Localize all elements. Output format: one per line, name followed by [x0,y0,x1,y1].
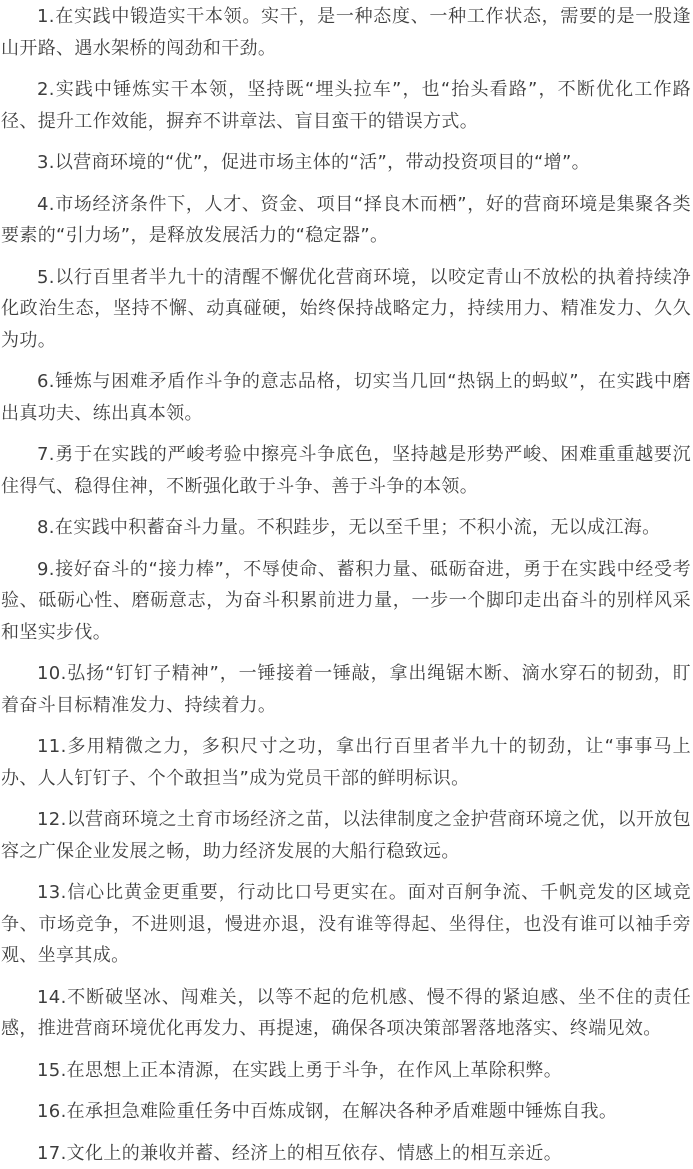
paragraph-4: 4.市场经济条件下，人才、资金、项目“择良木而栖”，好的营商环境是集聚各类要素的“引力场”，是释放发展活力的“稳定器”。 [1,189,691,252]
paragraph-3: 3.以营商环境的“优”，促进市场主体的“活”，带动投资项目的“增”。 [1,147,691,179]
paragraph-17: 17.文化上的兼收并蓄、经济上的相互依存、情感上的相互亲近。 [1,1138,691,1169]
paragraph-15: 15.在思想上正本清源，在实践上勇于斗争，在作风上革除积弊。 [1,1055,691,1087]
paragraph-5: 5.以行百里者半九十的清醒不懈优化营商环境，以咬定青山不放松的执着持续净化政治生态，坚持不懈、动真碰硬，始终保持战略定力，持续用力、精准发力、久久为功。 [1,262,691,357]
paragraph-11: 11.多用精微之力，多积尺寸之功，拿出行百里者半九十的韧劲，让“事事马上办、人人钉钉子、个个敢担当”成为党员干部的鲜明标识。 [1,731,691,794]
paragraph-10: 10.弘扬“钉钉子精神”，一锤接着一锤敲，拿出绳锯木断、滴水穿石的韧劲，盯着奋斗目标精准发力、持续着力。 [1,658,691,721]
paragraph-9: 9.接好奋斗的“接力棒”，不辱使命、蓄积力量、砥砺奋进，勇于在实践中经受考验、砥砺心性、磨砺意志，为奋斗积累前进力量，一步一个脚印走出奋斗的别样风采和坚实步伐。 [1,554,691,649]
paragraph-1: 1.在实践中锻造实干本领。实干，是一种态度、一种工作状态，需要的是一股逢山开路、遇水架桥的闯劲和干劲。 [1,1,691,64]
paragraph-8: 8.在实践中积蓄奋斗力量。不积跬步，无以至千里；不积小流，无以成江海。 [1,512,691,544]
paragraph-13: 13.信心比黄金更重要，行动比口号更实在。面对百舸争流、千帆竞发的区域竞争、市场竞争，不进则退，慢进亦退，没有谁等得起、坐得住，也没有谁可以袖手旁观、坐享其成。 [1,877,691,972]
paragraph-6: 6.锤炼与困难矛盾作斗争的意志品格，切实当几回“热锅上的蚂蚁”，在实践中磨出真功夫、练出真本领。 [1,366,691,429]
paragraph-16: 16.在承担急难险重任务中百炼成钢，在解决各种矛盾难题中锤炼自我。 [1,1096,691,1128]
paragraph-12: 12.以营商环境之土育市场经济之苗，以法律制度之金护营商环境之优，以开放包容之广保企业发展之畅，助力经济发展的大船行稳致远。 [1,804,691,867]
paragraph-14: 14.不断破坚冰、闯难关，以等不起的危机感、慢不得的紧迫感、坐不住的责任感，推进营商环境优化再发力、再提速，确保各项决策部署落地落实、终端见效。 [1,982,691,1045]
paragraph-2: 2.实践中锤炼实干本领，坚持既“埋头拉车”，也“抬头看路”，不断优化工作路径、提升工作效能，摒弃不讲章法、盲目蛮干的错误方式。 [1,74,691,137]
paragraph-7: 7.勇于在实践的严峻考验中擦亮斗争底色，坚持越是形势严峻、困难重重越要沉住得气、稳得住神，不断强化敢于斗争、善于斗争的本领。 [1,439,691,502]
